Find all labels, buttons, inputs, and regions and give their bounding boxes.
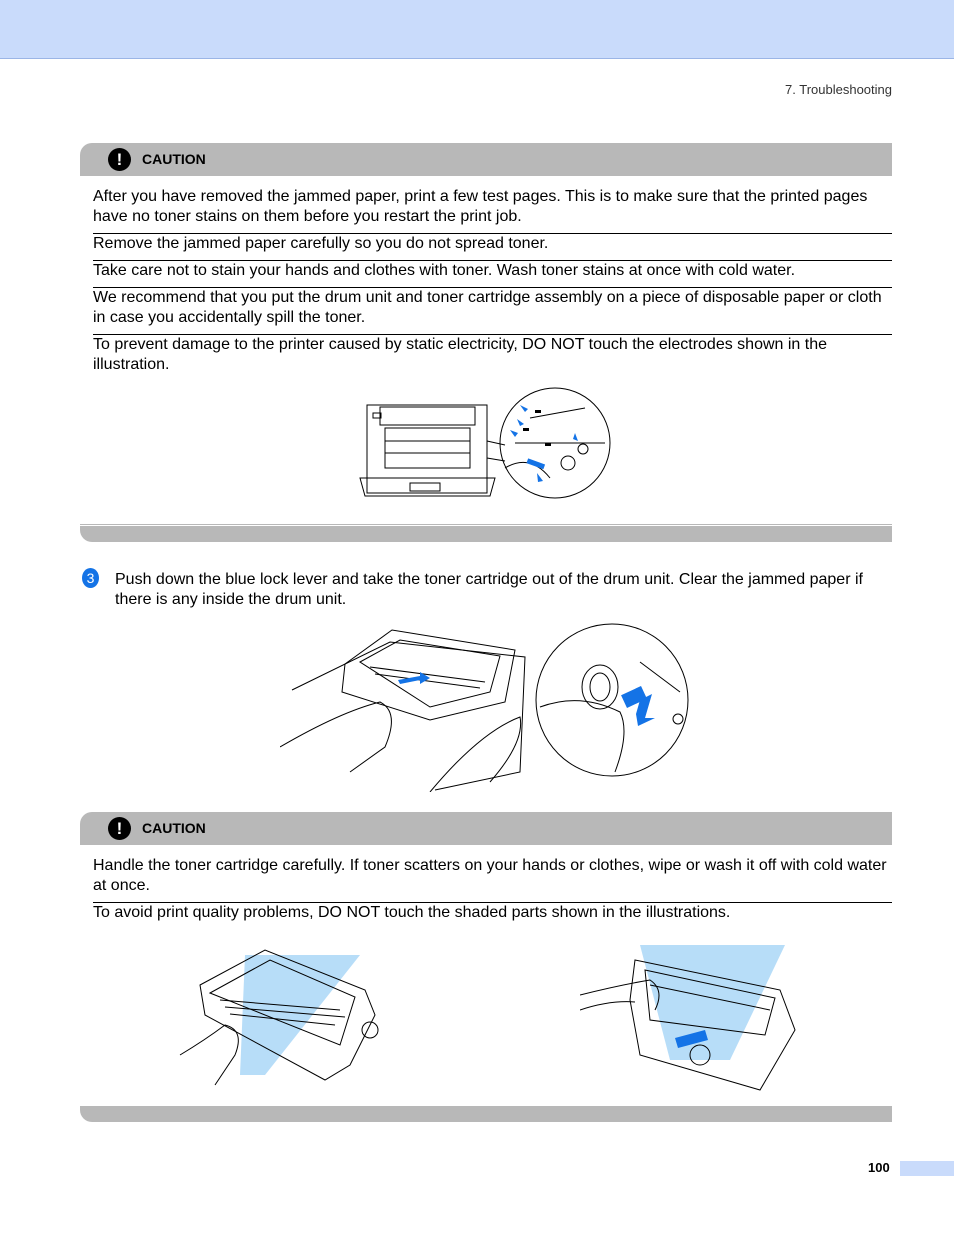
caution-bar: [80, 143, 892, 176]
step-number-badge: 3: [82, 568, 99, 588]
caution-paragraph: We recommend that you put the drum unit and toner cartridge assembly on a piece of disposable paper or cloth in case you accidentally spill the toner.: [93, 289, 882, 326]
exclamation-icon: !: [108, 817, 131, 840]
caution-end-bar: [80, 526, 892, 542]
top-band: [0, 0, 954, 59]
caution-paragraph: Take care not to stain your hands and clothes with toner. Wash toner stains at once with cold water.: [93, 262, 796, 279]
caution-end-bar: [80, 1106, 892, 1122]
printer-electrodes-illustration: [355, 383, 615, 508]
caution-paragraph: Handle the toner cartridge carefully. If toner scatters on your hands or clothes, wipe or wash it off with cold water at once.: [93, 857, 887, 894]
toner-cartridge-illustration: [175, 945, 390, 1090]
toner-removal-illustration: [280, 622, 690, 792]
caution-paragraph: To prevent damage to the printer caused by static electricity, DO NOT touch the electrodes shown in the illustration.: [93, 336, 827, 373]
step-instruction: Push down the blue lock lever and take the toner cartridge out of the drum unit. Clear the jammed paper if there is any inside the drum unit.: [115, 571, 863, 608]
section-divider: [80, 524, 892, 525]
caution-label: CAUTION: [142, 820, 206, 836]
section-header: 7. Troubleshooting: [785, 82, 892, 97]
caution-paragraph: Remove the jammed paper carefully so you do not spread toner.: [93, 235, 549, 252]
caution-bar: [80, 812, 892, 845]
caution-paragraph: After you have removed the jammed paper, print a few test pages. This is to make sure that the printed pages have no toner stains on them before you restart the print job.: [93, 188, 868, 225]
page-tab: [900, 1161, 954, 1176]
exclamation-icon: !: [108, 148, 131, 171]
caution-label: CAUTION: [142, 151, 206, 167]
caution-paragraph: To avoid print quality problems, DO NOT touch the shaded parts shown in the illustrations.: [93, 904, 731, 921]
drum-unit-illustration: [580, 940, 805, 1092]
page-number: 100: [868, 1160, 890, 1175]
